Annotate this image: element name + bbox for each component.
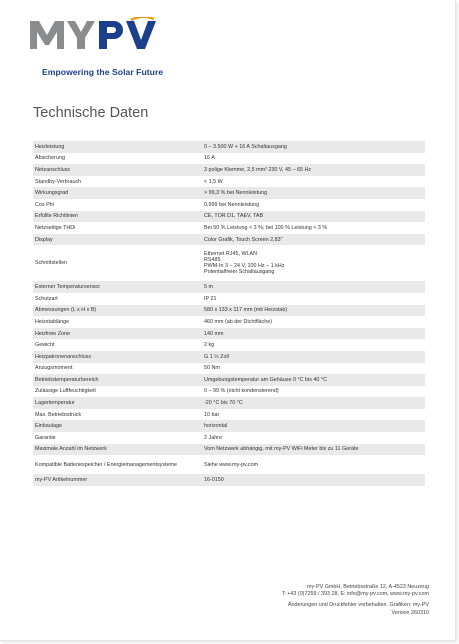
spec-value	[202, 199, 425, 211]
spec-label: Kompatible Batteriespeicher / Energiemanagementsysteme	[33, 455, 202, 474]
table-row	[33, 455, 425, 474]
spec-label: Heizleistung	[33, 141, 202, 153]
table-row	[33, 305, 425, 317]
technical-data-table	[33, 141, 425, 486]
spec-value-line: < 1,5 W	[204, 178, 223, 185]
spec-label: Absicherung	[33, 153, 202, 165]
page-title: Technische Daten	[33, 105, 149, 121]
spec-value-line: 5 m	[204, 284, 213, 291]
spec-value-line: 2 kg	[204, 342, 215, 349]
spec-value-line: Bei 50 % Leistung < 3 %; bei 100 % Leistung < 3 %	[204, 224, 328, 231]
footer-version: Version 260310	[391, 609, 429, 616]
table-row	[33, 351, 425, 363]
table-row	[33, 316, 425, 328]
spec-value-line: 16-0150	[204, 477, 224, 484]
table-row	[33, 245, 425, 281]
table-row	[33, 474, 425, 486]
spec-value-line: Ethernet RJ45, WLAN	[204, 251, 258, 258]
table-row	[33, 328, 425, 340]
table-row	[33, 432, 425, 444]
spec-label: Garantie	[33, 432, 202, 444]
spec-value	[202, 455, 425, 474]
spec-label: Heizstablänge	[33, 316, 202, 328]
spec-label: Abmessungen (L x H x B)	[33, 305, 202, 317]
spec-value	[202, 281, 425, 293]
spec-label: Gewicht	[33, 339, 202, 351]
spec-value	[202, 444, 425, 456]
spec-label: Max. Betriebsdruck	[33, 409, 202, 421]
spec-value	[202, 164, 425, 176]
spec-value	[202, 187, 425, 199]
table-row	[33, 293, 425, 305]
spec-value	[202, 293, 425, 305]
table-row	[33, 363, 425, 375]
spec-value-line: 0,999 bei Nennleistung	[204, 201, 260, 208]
spec-value-line: 0 – 3.500 W + 16 A Schaltausgang	[204, 143, 287, 150]
spec-value	[202, 222, 425, 234]
spec-value	[202, 374, 425, 386]
table-row	[33, 234, 425, 246]
spec-value-line: 50 Nm	[204, 365, 220, 372]
table-row	[33, 199, 425, 211]
spec-label: Externer Temperatursensor	[33, 281, 202, 293]
spec-value	[202, 420, 425, 432]
spec-value-line: 10 bar	[204, 411, 220, 418]
table-row	[33, 420, 425, 432]
table-row	[33, 281, 425, 293]
table-row	[33, 444, 425, 456]
mypv-logo	[30, 17, 170, 77]
spec-value-line: Potentialfreier Schaltausgang	[204, 269, 275, 276]
spec-label: Maximale Anzahl im Netzwerk	[33, 444, 202, 456]
spec-value-line: Color Grafik, Touch Screen 2,83"	[204, 236, 283, 243]
spec-label: Heizfreie Zone	[33, 328, 202, 340]
table-row	[33, 141, 425, 153]
spec-value	[202, 432, 425, 444]
spec-value	[202, 351, 425, 363]
spec-value	[202, 245, 425, 281]
spec-value	[202, 305, 425, 317]
spec-value-line: > 99,3 % bei Nennleistung	[204, 190, 268, 197]
table-row	[33, 164, 425, 176]
footer	[282, 584, 429, 617]
spec-label: Heizpatronenanschluss	[33, 351, 202, 363]
table-row	[33, 397, 425, 409]
spec-label: Schnittstellen	[33, 245, 202, 281]
spec-value	[202, 474, 425, 486]
spec-value-line: PWM-In 3 – 24 V, 100 Hz – 1 kHz	[204, 263, 285, 270]
spec-value	[202, 316, 425, 328]
spec-value-line: 2 Jahre	[204, 434, 222, 441]
spec-value-line: 16 A	[204, 155, 215, 162]
spec-value	[202, 409, 425, 421]
spec-value-line: RS485	[204, 257, 221, 264]
spec-value-line: IP 21	[204, 295, 217, 302]
table-row	[33, 339, 425, 351]
spec-value-line: CE, TOR D1, TAEV, TAB	[204, 213, 264, 220]
spec-label: Einbaulage	[33, 420, 202, 432]
spec-label: Cos Phi	[33, 199, 202, 211]
table-row	[33, 176, 425, 188]
table-row	[33, 187, 425, 199]
spec-label: Zulässige Luftfeuchtigkeit	[33, 386, 202, 398]
spec-label: Betriebstemperaturbereich	[33, 374, 202, 386]
mypv-logo-mark	[30, 17, 170, 55]
table-row	[33, 374, 425, 386]
spec-value-line: 140 mm	[204, 330, 224, 337]
spec-label: Netzseitige THDi	[33, 222, 202, 234]
spec-label: Standby-Verbrauch	[33, 176, 202, 188]
spec-value-line: 580 x 133 x 117 mm (mit Heizstab)	[204, 307, 288, 314]
spec-label: Display	[33, 234, 202, 246]
spec-value-line: -20 °C bis 70 °C	[204, 400, 243, 407]
footer-contact: T: +43 (0)7259 / 393 28, E: info@my-pv.com, www.my-pv.com	[281, 591, 429, 598]
table-row	[33, 153, 425, 165]
spec-label: Schutzart	[33, 293, 202, 305]
spec-value	[202, 363, 425, 375]
spec-value-line: 3 polige Klemme, 2,5 mm² 230 V, 45 – 65 Hz	[204, 166, 312, 173]
footer-disclaimer: Änderungen und Druckfehler vorbehalten. Grafiken: my-PV	[287, 602, 429, 609]
spec-value-line: Siehe www.my-pv.com	[204, 461, 259, 468]
table-row	[33, 222, 425, 234]
spec-value	[202, 234, 425, 246]
spec-label: Erfüllte Richtlinien	[33, 211, 202, 223]
spec-value	[202, 328, 425, 340]
footer-address: my-PV GmbH, Betriebsstraße 12, A-4523 Neuzeug	[307, 584, 429, 590]
spec-value-line: Umgebungstemperatur am Gehäuse 0 °C bis 40 °C	[204, 376, 327, 383]
table-row	[33, 211, 425, 223]
spec-value-line: Vom Netzwerk abhängig, mit my-PV WiFi Meter bis zu 11 Geräte	[204, 446, 359, 453]
table-row	[33, 409, 425, 421]
spec-value	[202, 397, 425, 409]
spec-label: Lagertemperatur	[33, 397, 202, 409]
spec-value-line: 460 mm (ab der Dichtfläche)	[204, 318, 273, 325]
spec-value	[202, 176, 425, 188]
spec-value	[202, 153, 425, 165]
table-row	[33, 386, 425, 398]
logo-tagline: Empowering the Solar Future	[42, 67, 164, 77]
spec-value-line: G 1 ½ Zoll	[204, 353, 229, 360]
spec-value-line: 0 – 99 % (nicht kondensierend)	[204, 388, 279, 395]
spec-value-line: horizontal	[204, 423, 228, 430]
spec-label: Anzugsmoment	[33, 363, 202, 375]
spec-value	[202, 211, 425, 223]
spec-value	[202, 386, 425, 398]
spec-label: Netzanschluss	[33, 164, 202, 176]
spec-value	[202, 141, 425, 153]
spec-value	[202, 339, 425, 351]
spec-label: Wirkungsgrad	[33, 187, 202, 199]
spec-label: my-PV Artikelnummer	[33, 474, 202, 486]
